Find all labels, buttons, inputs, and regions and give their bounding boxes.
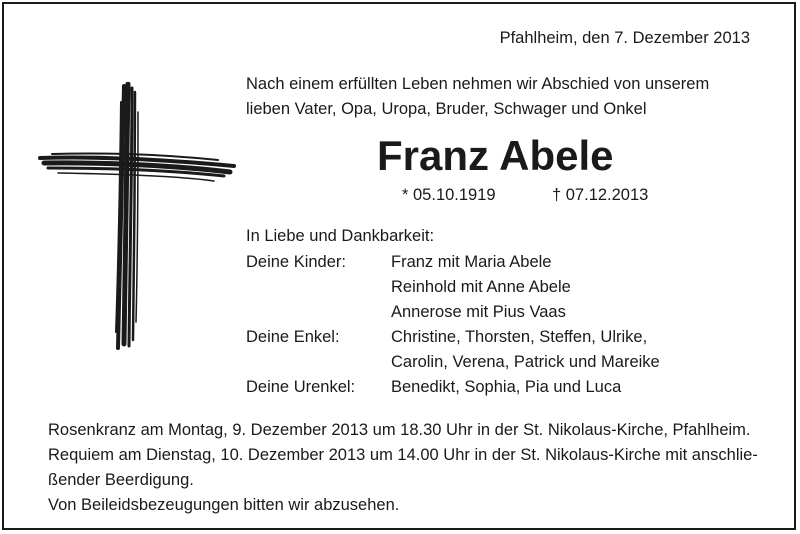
family-member-line: Benedikt, Sophia, Pia und Luca bbox=[391, 378, 622, 396]
place-date: Pfahlheim, den 7. Dezember 2013 bbox=[499, 29, 750, 47]
family-member-line: Carolin, Verena, Patrick und Mareike bbox=[391, 353, 660, 371]
family-member-line: Annerose mit Pius Vaas bbox=[391, 303, 566, 321]
service-info bbox=[48, 418, 758, 518]
deceased-name bbox=[377, 130, 614, 182]
cross-icon bbox=[38, 82, 238, 352]
service-line: Rosenkranz am Montag, 9. Dezember 2013 um 18.30 Uhr in der St. Nikolaus-Kirche, Pfahlheim. bbox=[48, 421, 751, 439]
service-line: Von Beileidsbezeugungen bitten wir abzusehen. bbox=[48, 496, 400, 514]
intro-line: Nach einem erfüllten Leben nehmen wir Abschied von unserem bbox=[246, 75, 710, 93]
service-line: ßender Beerdigung. bbox=[48, 471, 194, 489]
gratitude-line: In Liebe und Dankbarkeit: bbox=[246, 227, 435, 245]
family-member-line: Christine, Thorsten, Steffen, Ulrike, bbox=[391, 328, 648, 346]
family-label-grandchildren: Deine Enkel: bbox=[246, 328, 340, 346]
notice-frame bbox=[2, 2, 796, 530]
intro-text bbox=[246, 72, 709, 122]
family-label-great-grandchildren: Deine Urenkel: bbox=[246, 378, 356, 396]
birth-date: * 05.10.1919 bbox=[402, 186, 496, 204]
family-member-line: Reinhold mit Anne Abele bbox=[391, 278, 571, 296]
death-date: † 07.12.2013 bbox=[552, 186, 649, 204]
family-member-line: Franz mit Maria Abele bbox=[391, 253, 552, 271]
family-label-children: Deine Kinder: bbox=[246, 253, 346, 271]
intro-line: lieben Vater, Opa, Uropa, Bruder, Schwager und Onkel bbox=[246, 100, 647, 118]
service-line: Requiem am Dienstag, 10. Dezember 2013 um 14.00 Uhr in der St. Nikolaus-Kirche mit anschlie- bbox=[48, 446, 758, 464]
deceased-name-text: Franz Abele bbox=[377, 132, 614, 179]
